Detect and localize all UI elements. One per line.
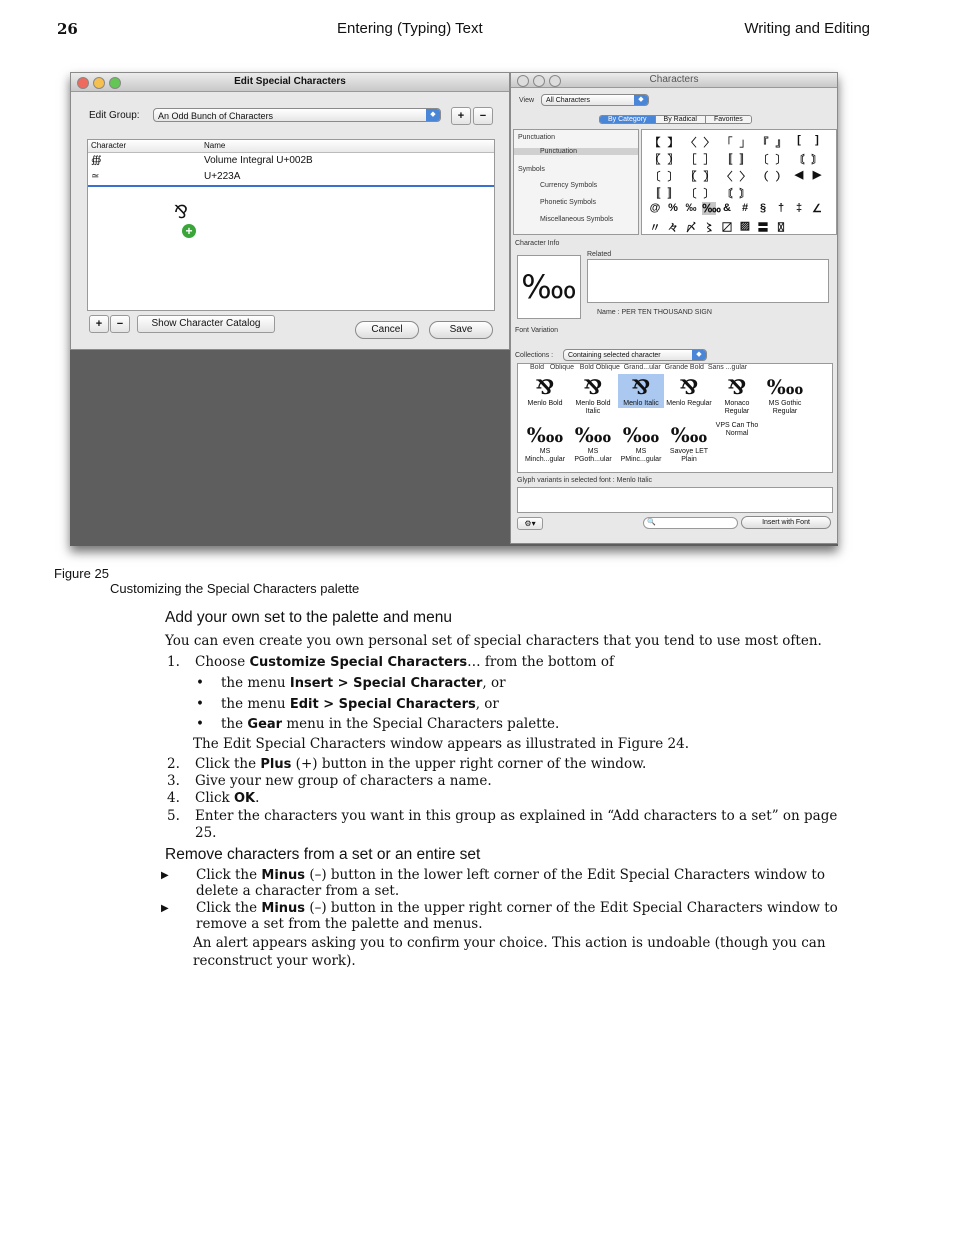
table-row-empty	[88, 203, 494, 219]
glyph-cell[interactable]: @	[649, 202, 661, 214]
step-note: The Edit Special Characters window appears as illustrated in Figure 24.	[193, 736, 690, 752]
view-popup[interactable]	[541, 94, 649, 106]
step-text: Give your new group of characters a name.	[195, 773, 492, 789]
font-tile[interactable]	[570, 422, 616, 464]
font-name: MS Gothic Regular	[768, 400, 802, 415]
remove-character-button[interactable]: −	[110, 315, 130, 333]
glyph-cell[interactable]: 〗	[703, 171, 715, 183]
glyph-cell[interactable]: 〖	[649, 154, 661, 166]
close-icon[interactable]	[77, 77, 89, 89]
font-variation-list	[517, 363, 833, 473]
font-tile[interactable]	[762, 374, 808, 416]
font-name: Menlo Regular	[666, 400, 712, 407]
glyph-cell[interactable]: §	[759, 202, 767, 214]
glyph-cell[interactable]: 〻	[703, 222, 715, 234]
related-label: Related	[587, 251, 612, 258]
glyph-cell[interactable]: #	[741, 202, 749, 214]
category-item[interactable]: Symbols	[518, 166, 545, 173]
glyph-cell[interactable]: 〉	[703, 137, 715, 149]
glyph-cell[interactable]: &	[723, 202, 731, 214]
font-name: Menlo Bold	[527, 400, 563, 407]
column-header-character[interactable]: Character	[91, 141, 127, 150]
palette-titlebar	[511, 73, 837, 88]
glyph-cell[interactable]: （	[757, 171, 769, 183]
glyph-cell[interactable]: 〘	[793, 154, 805, 166]
bullet-text: the Gear menu in the Special Characters palette.	[221, 716, 560, 732]
glyph-cell[interactable]: 〆	[685, 222, 697, 234]
step-number: 4.	[167, 790, 180, 806]
search-icon: 🔍	[647, 519, 656, 526]
close-icon[interactable]	[517, 75, 529, 87]
triangle-bullet-icon: ▶	[161, 903, 169, 914]
chevron-updown-icon: ◆	[634, 95, 648, 105]
window-title: Edit Special Characters	[234, 76, 346, 87]
row-name: U+223A	[204, 171, 241, 182]
zoom-icon[interactable]	[109, 77, 121, 89]
tab-by-category[interactable]: By Category	[600, 116, 655, 123]
glyph-cell[interactable]: 〔	[685, 188, 697, 200]
step-text: Choose Customize Special Characters… from the bottom of	[195, 654, 614, 670]
gear-menu-button[interactable]: ⚙▾	[517, 517, 543, 530]
font-tile[interactable]	[522, 374, 568, 408]
bullet-text: the menu Insert > Special Character, or	[221, 675, 506, 691]
edit-group-value: An Odd Bunch of Characters	[158, 111, 274, 121]
page-number: 26	[57, 20, 78, 38]
glyph-cell[interactable]: †	[777, 202, 785, 214]
minimize-icon[interactable]	[93, 77, 105, 89]
character-name: Name : PER TEN THOUSAND SIGN	[597, 309, 712, 316]
table-row-empty	[88, 267, 494, 283]
font-sample-glyph: ‱	[670, 423, 708, 447]
minimize-icon[interactable]	[533, 75, 545, 87]
font-name: Monaco Regular	[724, 400, 750, 415]
palette-title: Characters	[649, 74, 699, 85]
category-item-selected[interactable]: Punctuation	[514, 148, 638, 155]
font-sample-glyph: ⅋	[727, 375, 747, 399]
task-text: delete a character from a set.	[196, 883, 400, 899]
bullet-icon: •	[196, 716, 204, 732]
add-drop-icon: +	[182, 224, 196, 238]
step-number: 2.	[167, 756, 180, 772]
chapter-title: Entering (Typing) Text	[337, 20, 483, 37]
font-tile[interactable]	[570, 374, 616, 416]
show-character-catalog-button[interactable]: Show Character Catalog	[137, 315, 275, 333]
drag-glyph-icon: ⅋	[174, 202, 189, 222]
characters-palette	[510, 72, 838, 544]
table-row-empty	[88, 187, 494, 203]
glyph-cell[interactable]: ▶	[812, 169, 822, 181]
step-text: Enter the characters you want in this group as explained in “Add characters to a set” on page	[195, 808, 838, 824]
font-variation-label: Font Variation	[515, 327, 559, 334]
glyph-cell[interactable]: 〕	[775, 154, 787, 166]
step-number: 1.	[167, 654, 180, 670]
category-item[interactable]: Punctuation	[518, 134, 555, 141]
edit-special-characters-window	[70, 72, 510, 350]
table-row-empty	[88, 251, 494, 267]
glyph-cell[interactable]: 【	[649, 137, 661, 149]
related-box	[587, 259, 829, 303]
font-sample-glyph: ‱	[574, 423, 612, 447]
font-sample-glyph: ⅋	[583, 375, 603, 399]
cancel-button[interactable]: Cancel	[355, 321, 419, 339]
category-list	[513, 129, 639, 235]
table-row-empty	[88, 235, 494, 251]
tab-favorites[interactable]: Favorites	[705, 116, 751, 123]
character-info-label: Character Info	[515, 240, 560, 247]
figure-label: Figure 25	[54, 566, 109, 581]
font-tile[interactable]	[618, 374, 664, 408]
step-number: 5.	[167, 808, 180, 824]
font-tile[interactable]	[666, 422, 712, 464]
glyph-cell[interactable]: ]	[815, 134, 819, 146]
glyph-variants-label: Glyph variants in selected font : Menlo Italic	[517, 477, 653, 484]
glyph-cell[interactable]: 〘	[721, 188, 733, 200]
bullet-icon: •	[196, 696, 204, 712]
glyph-cell[interactable]: ‡	[795, 202, 803, 214]
glyph-variants-box	[517, 487, 833, 513]
font-sample-glyph: ⅋	[631, 375, 651, 399]
glyph-cell[interactable]: 〙	[811, 154, 823, 166]
glyph-cell[interactable]: 『	[757, 137, 769, 149]
edit-group-label: Edit Group:	[89, 110, 140, 121]
table-row[interactable]	[88, 153, 494, 169]
font-name: MS Minch...gular	[524, 448, 566, 463]
glyph-cell[interactable]: 〕	[703, 188, 715, 200]
font-name: Menlo Bold Italic	[575, 400, 611, 415]
section-title: Writing and Editing	[744, 20, 870, 37]
triangle-bullet-icon: ▶	[161, 870, 169, 881]
font-sample-glyph: ‱	[526, 423, 564, 447]
table-row[interactable]	[88, 169, 494, 187]
category-item[interactable]: Miscellaneous Symbols	[540, 216, 614, 223]
search-input[interactable]	[643, 517, 738, 529]
glyph-cell[interactable]: ∠	[812, 203, 822, 215]
chevron-updown-icon: ◆	[426, 109, 440, 121]
font-name: VPS Can Tho Normal	[715, 422, 759, 437]
glyph-cell[interactable]: 〛	[667, 188, 679, 200]
glyph-cell[interactable]: 〔	[649, 171, 661, 183]
glyph-cell[interactable]: ◀	[794, 169, 804, 181]
font-name: MS PGoth...ular	[574, 448, 612, 463]
add-group-button[interactable]: +	[451, 107, 471, 125]
row-glyph: ∰	[91, 155, 102, 166]
window-titlebar	[71, 73, 509, 92]
selected-glyph-preview: ‱	[517, 255, 581, 319]
section-heading: Add your own set to the palette and menu	[165, 609, 452, 626]
glyph-cell[interactable]: 〙	[739, 188, 751, 200]
row-name: Volume Integral U+002B	[204, 155, 313, 166]
step-text: Click the Plus (+) button in the upper right corner of the window.	[195, 756, 647, 772]
insert-with-font-button[interactable]: Insert with Font	[741, 516, 831, 529]
add-character-button[interactable]: +	[89, 315, 109, 333]
task-text: Click the Minus (–) button in the upper right corner of the Edit Special Characters window to	[196, 900, 838, 916]
glyph-cell[interactable]: [	[797, 134, 801, 146]
view-value: All Characters	[546, 97, 590, 104]
step-text: Click OK.	[195, 790, 260, 806]
font-name: MS PMinc...gular	[620, 448, 662, 463]
view-label: View	[519, 97, 535, 104]
glyph-cell[interactable]: 〛	[739, 154, 751, 166]
task-text: remove a set from the palette and menus.	[196, 916, 483, 932]
glyph-cell[interactable]: 〔	[757, 154, 769, 166]
glyph-cell[interactable]: 「	[721, 137, 733, 149]
glyph-cell[interactable]: 〈	[721, 171, 733, 183]
glyph-cell[interactable]: 」	[739, 137, 751, 149]
font-tile[interactable]	[714, 422, 760, 438]
step-number: 3.	[167, 773, 180, 789]
collections-popup[interactable]	[563, 349, 707, 361]
chevron-updown-icon: ◆	[692, 350, 706, 360]
font-tile[interactable]	[522, 422, 568, 464]
glyph-cell[interactable]: 々	[667, 222, 679, 234]
glyph-cell[interactable]: 〉	[739, 171, 751, 183]
remove-group-button[interactable]: −	[473, 107, 493, 125]
glyph-cell[interactable]: 〖	[685, 171, 697, 183]
font-tile[interactable]	[714, 374, 760, 416]
glyph-cell[interactable]: %	[668, 202, 678, 214]
tab-by-radical[interactable]: By Radical	[655, 116, 705, 123]
alert-note: reconstruct your work).	[193, 953, 356, 969]
collections-label: Collections :	[515, 352, 554, 359]
category-item[interactable]: Currency Symbols	[540, 182, 598, 189]
font-tile[interactable]	[666, 374, 712, 408]
glyph-cell[interactable]: ‱	[702, 203, 722, 215]
glyph-cell[interactable]: ］	[703, 154, 715, 166]
zoom-icon[interactable]	[549, 75, 561, 87]
edit-group-popup[interactable]	[153, 108, 441, 122]
intro-paragraph: You can even create you own personal set of special characters that you tend to use most often.	[165, 633, 822, 649]
column-header-name[interactable]: Name	[204, 141, 226, 150]
font-sample-glyph: ⅋	[679, 375, 699, 399]
font-list-header: Bold Oblique Bold Oblique Grand...ular Grande Bold Sans ...gular	[530, 364, 748, 371]
collections-value: Containing selected character	[568, 352, 661, 359]
section-heading: Remove characters from a set or an entire set	[165, 846, 481, 863]
glyph-cell[interactable]: ［	[685, 154, 697, 166]
font-name: Menlo Italic	[623, 400, 659, 407]
characters-table	[87, 139, 495, 311]
glyph-cell[interactable]: 〚	[721, 154, 733, 166]
category-item[interactable]: Phonetic Symbols	[540, 199, 597, 206]
bullet-text: the menu Edit > Special Characters, or	[221, 696, 499, 712]
glyph-cell[interactable]: 〈	[685, 137, 697, 149]
glyph-cell[interactable]: 』	[775, 137, 787, 149]
glyph-cell[interactable]: ‰	[685, 202, 697, 214]
figure-caption: Customizing the Special Characters palette	[110, 581, 360, 596]
font-sample-glyph: ‱	[622, 423, 660, 447]
glyph-cell[interactable]: 】	[667, 137, 679, 149]
bullet-icon: •	[196, 675, 204, 691]
save-button[interactable]: Save	[429, 321, 493, 339]
font-tile[interactable]	[618, 422, 664, 464]
glyph-cell[interactable]: ▨	[739, 220, 751, 232]
glyph-grid	[641, 129, 837, 235]
row-glyph: ≃	[91, 171, 100, 182]
font-name: Savoye LET Plain	[669, 448, 709, 463]
font-sample-glyph: ⅋	[535, 375, 555, 399]
glyph-cell[interactable]: ）	[775, 171, 787, 183]
glyph-cell[interactable]: 〗	[667, 154, 679, 166]
glyph-cell[interactable]: 〿	[775, 222, 787, 234]
step-text: 25.	[195, 825, 217, 841]
figure-screenshot	[70, 72, 838, 546]
glyph-cell[interactable]: 〼	[721, 222, 733, 234]
font-sample-glyph: ‱	[766, 375, 804, 399]
glyph-cell[interactable]: 〃	[649, 222, 661, 234]
task-text: Click the Minus (–) button in the lower left corner of the Edit Special Characters window to	[196, 867, 825, 883]
table-row-empty	[88, 219, 494, 235]
glyph-cell[interactable]: 〚	[649, 188, 661, 200]
glyph-cell[interactable]: 〕	[667, 171, 679, 183]
glyph-cell[interactable]: 〓	[757, 222, 769, 234]
alert-note: An alert appears asking you to confirm your choice. This action is undoable (though you can	[193, 935, 826, 951]
